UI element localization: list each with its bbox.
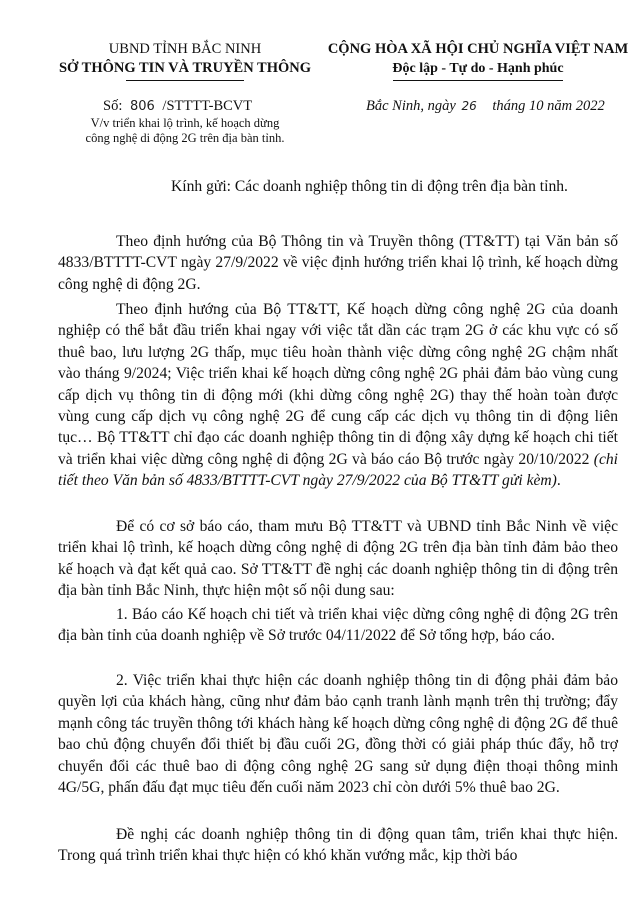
date-prefix: Bắc Ninh, ngày	[366, 98, 456, 114]
national-title-block	[320, 40, 636, 81]
handwritten-number: 806	[129, 99, 155, 114]
paragraph-1	[58, 231, 618, 295]
issuing-authority: UBND TỈNH BẮC NINH	[108, 41, 262, 57]
motto-underline	[393, 80, 563, 81]
paragraph-4	[58, 604, 618, 647]
number-suffix: /STTTT-BCVT	[162, 98, 253, 114]
document-number	[103, 98, 252, 115]
issuing-department: SỞ THÔNG TIN VÀ TRUYỀN THÔNG	[58, 60, 312, 76]
paragraph-2-text	[58, 299, 618, 492]
paragraph-2	[58, 299, 618, 492]
paragraph-6-text: Đề nghị các doanh nghiệp thông tin di động quan tâm, triển khai thực hiện. Trong quá trình triển khai thực hiện có khó khăn vướng mắc, kịp thời báo	[58, 826, 618, 865]
issue-date	[366, 98, 605, 115]
nation-title: CỘNG HÒA XÃ HỘI CHỦ NGHĨA VIỆT NAM	[327, 41, 629, 57]
paragraph-2-main: Theo định hướng của Bộ TT&TT, Kế hoạch dừng công nghệ 2G của doanh nghiệp có thể bắt đầu triển khai ngay với việc tắt dần các trạm 2G ở các khu vực có số thuê bao, lưu lượng 2G thấp, mục tiêu hoàn thành việc dừng công nghệ 2G chậm nhất vào tháng 9/2024; Việc triển khai kế hoạch dừng công nghệ 2G phải đảm bảo vùng cung cấp dịch vụ thông tin di động mới (khi dừng công nghệ 2G) thay thế hoàn toàn được vùng cung cấp dịch vụ công nghệ 2G để cung cấp các dịch vụ thông tin di động liên tục… Bộ TT&TT chỉ đạo các doanh nghiệp thông tin di động xây dựng kế hoạch chi tiết và triển khai việc dừng công nghệ di động 2G và báo cáo Bộ trước ngày 20/10/2022	[58, 301, 618, 468]
department-underline	[126, 80, 244, 81]
number-prefix: Số:	[103, 98, 123, 114]
handwritten-day: 26	[461, 99, 477, 113]
date-suffix: tháng 10 năm 2022	[492, 98, 605, 114]
issuer-block	[40, 40, 330, 81]
motto: Độc lập - Tự do - Hạnh phúc	[392, 61, 564, 76]
subject-block	[40, 116, 330, 146]
subject-line-2: công nghệ di động 2G trên địa bàn tỉnh.	[85, 131, 285, 145]
subject-line-1: V/v triển khai lộ trình, kế hoạch dừng	[90, 116, 280, 130]
paragraph-2-reference: (chi tiết theo Văn bản số 4833/BTTTT-CVT ngày 27/9/2022 của Bộ TT&TT gửi kèm)	[58, 450, 618, 490]
paragraph-5-text: 2. Việc triển khai thực hiện các doanh nghiệp thông tin di động phải đảm bảo quyền lợi của khách hàng, cũng như đảm bảo cạnh tranh lành mạnh trên thị trường; đẩy mạnh công tác truyền thông tới khách hàng kế hoạch dừng công nghệ di động 2G để thuê bao chủ động chuyển đổi thiết bị đầu cuối 2G, đồng thời có giải pháp thúc đẩy, hỗ trợ chuyển đổi các thuê bao di động công nghệ 2G sang sử dụng điện thoại thông minh 4G/5G, phấn đấu đạt mục tiêu đến cuối năm 2023 chỉ còn dưới 5% thuê bao 2G.	[58, 672, 618, 797]
paragraph-2-end: .	[556, 472, 561, 490]
paragraph-3	[58, 516, 618, 602]
paragraph-6	[58, 824, 618, 867]
paragraph-3-text: Để có cơ sở báo cáo, tham mưu Bộ TT&TT và UBND tỉnh Bắc Ninh về việc triển khai lộ trình, kế hoạch dừng công nghệ di động 2G trên địa bàn tỉnh đảm bảo theo kế hoạch và đạt kết quả cao. Sở TT&TT đề nghị các doanh nghiệp thông tin di động trên địa bàn tỉnh Bắc Ninh, thực hiện một số nội dung sau:	[58, 518, 618, 600]
paragraph-1-text: Theo định hướng của Bộ Thông tin và Truyền thông (TT&TT) tại Văn bản số 4833/BTTTT-CVT ngày 27/9/2022 về việc định hướng triển khai lộ trình, kế hoạch dừng công nghệ di động 2G.	[58, 233, 618, 293]
recipient-line: Kính gửi: Các doanh nghiệp thông tin di động trên địa bàn tỉnh.	[171, 178, 568, 195]
paragraph-4-text: 1. Báo cáo Kế hoạch chi tiết và triển khai việc dừng công nghệ di động 2G trên địa bàn tỉnh của doanh nghiệp về Sở trước 04/11/2022 để Sở tổng hợp, báo cáo.	[58, 606, 618, 645]
paragraph-5	[58, 670, 618, 798]
